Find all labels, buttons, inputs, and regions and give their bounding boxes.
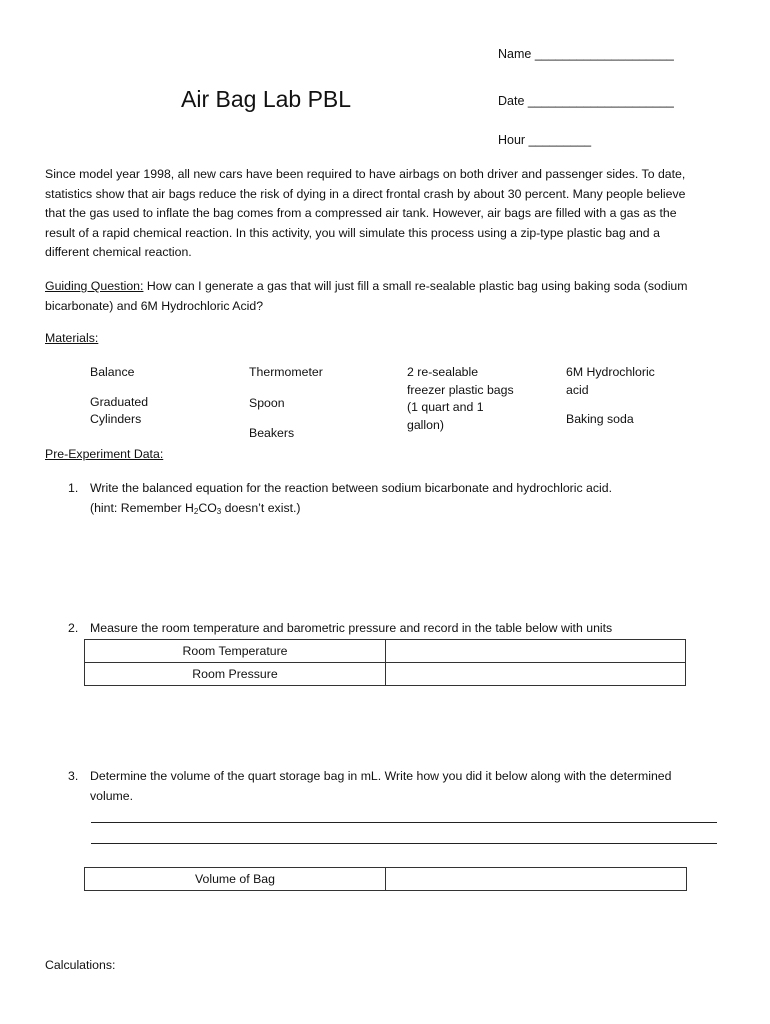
date-field[interactable]: Date _____________________: [498, 94, 674, 108]
material-item: (1 quart and 1: [407, 400, 484, 414]
question-number: 2.: [68, 621, 79, 635]
volume-table: [84, 867, 687, 891]
intro-line: that the gas used to inflate the bag comes from a compressed air tank. However, air bags are filled with a gas as the: [45, 206, 677, 221]
materials-heading: Materials:: [45, 331, 99, 345]
pre-experiment-heading: Pre-Experiment Data:: [45, 447, 164, 461]
table-row: [85, 663, 686, 686]
material-item: Graduated: [90, 394, 149, 409]
question-number: 1.: [68, 481, 79, 495]
intro-line: statistics show that air bags reduce the risk of dying in a direct frontal crash by about 30 percent. Many people believe: [45, 186, 686, 201]
answer-line[interactable]: [91, 822, 717, 823]
question-hint: (hint: Remember $H_2CO_3$ doesn’t exist.): [90, 500, 301, 516]
question-text: Measure the room temperature and barometric pressure and record in the table below with units: [90, 621, 613, 635]
material-item: Beakers: [249, 426, 295, 440]
materials-col-1: [90, 364, 148, 429]
intro-line: result of a rapid chemical reaction. In this activity, you will simulate this process using a zip-type plastic bag and a: [45, 225, 660, 240]
row-label: Room Pressure: [85, 663, 386, 686]
table-row: [85, 868, 687, 891]
guiding-question: [45, 277, 725, 316]
guiding-question-text: How can I generate a gas that will just fill a small re-sealable plastic bag using baking soda (sodium: [143, 279, 688, 293]
material-item: Thermometer: [249, 365, 323, 379]
materials-col-3: [407, 364, 514, 434]
question-3: [68, 767, 728, 807]
table-row: [85, 640, 686, 663]
material-item: gallon): [407, 417, 444, 432]
material-item: Cylinders: [90, 412, 142, 426]
material-item: Balance: [90, 365, 135, 379]
material-item: freezer plastic bags: [407, 382, 514, 397]
row-label: Volume of Bag: [85, 868, 386, 891]
intro-line: different chemical reaction.: [45, 245, 192, 260]
answer-line[interactable]: [91, 843, 717, 844]
material-item: acid: [566, 382, 589, 397]
volume-of-bag-cell[interactable]: [386, 868, 687, 891]
page-title: Air Bag Lab PBL: [181, 86, 352, 112]
intro-line: Since model year 1998, all new cars have been required to have airbags on both driver and passenger sides. To date,: [45, 167, 686, 181]
room-temperature-cell[interactable]: [386, 640, 686, 663]
guiding-question-label: Guiding Question:: [45, 279, 144, 293]
question-text: Write the balanced equation for the reaction between sodium bicarbonate and hydrochloric acid.: [90, 481, 613, 495]
hour-field[interactable]: Hour _________: [498, 133, 592, 147]
materials-col-4: [566, 364, 655, 429]
material-item: 2 re-sealable: [407, 365, 479, 379]
row-label: Room Temperature: [85, 640, 386, 663]
question-text: Determine the volume of the quart storage bag in mL. Write how you did it below along with the determined: [90, 769, 672, 783]
name-field[interactable]: Name ____________________: [498, 47, 674, 61]
intro-paragraph: [45, 165, 725, 263]
room-pressure-cell[interactable]: [386, 663, 686, 686]
question-number: 3.: [68, 769, 79, 783]
question-text-2: volume.: [90, 788, 134, 803]
materials-col-2: [249, 364, 323, 443]
material-item: 6M Hydrochloric: [566, 365, 655, 379]
guiding-question-text-2: bicarbonate) and 6M Hydrochloric Acid?: [45, 298, 264, 313]
material-item: Spoon: [249, 395, 285, 410]
material-item: Baking soda: [566, 412, 634, 426]
calculations-label: Calculations:: [45, 958, 116, 972]
question-1: [68, 479, 728, 519]
room-conditions-table: [84, 639, 686, 686]
question-2: [68, 619, 728, 639]
